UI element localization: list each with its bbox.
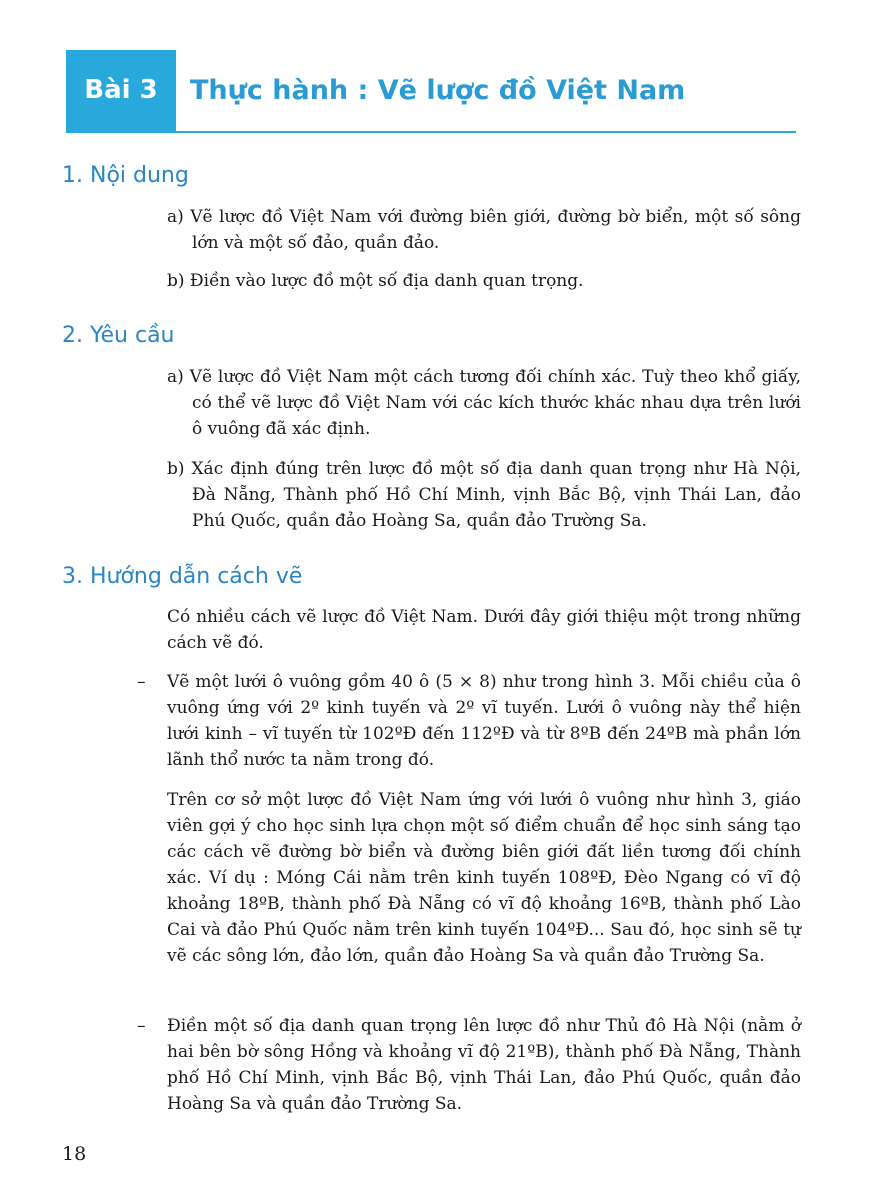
instructions-intro: Có nhiều cách vẽ lược đồ Việt Nam. Dưới đây giới thiệu một trong những cách vẽ đó. — [167, 607, 801, 653]
content-item-b: b) Điền vào lược đồ một số địa danh quan trọng. — [167, 271, 584, 291]
instruction-bullet-grid: Vẽ một lưới ô vuông gồm 40 ô (5 × 8) như trong hình 3. Mỗi chiều của ô vuông ứng với 2º kinh tuyến và 2º vĩ tuyến. Lưới ô vuông này thể hiện lưới kinh – vĩ tuyến từ 102ºĐ đến 112ºĐ và từ 8ºB đến 24ºB mà phần lớn lãnh thổ nước ta nằm trong đó. — [167, 672, 801, 770]
section-heading-instructions: 3. Hướng dẫn cách vẽ — [62, 564, 303, 589]
instruction-bullet-place-names: Điền một số địa danh quan trọng lên lược đồ như Thủ đô Hà Nội (nằm ở hai bên bờ sông Hồng và khoảng vĩ độ 21ºB), thành phố Đà Nẵng, Thành phố Hồ Chí Minh, vịnh Bắc Bộ, vịnh Thái Lan, đảo Phú Quốc, quần đảo Hoàng Sa và quần đảo Trường Sa. — [167, 1016, 801, 1114]
lesson-header — [66, 50, 796, 133]
content-item-a: a) Vẽ lược đồ Việt Nam với đường biên giới, đường bờ biển, một số sông lớn và một số đảo, quần đảo. — [167, 207, 801, 253]
bullet-marker: – — [137, 1016, 146, 1036]
section-heading-content: 1. Nội dung — [62, 163, 189, 188]
lesson-badge: Bài 3 — [66, 50, 176, 131]
bullet-marker: – — [137, 672, 146, 692]
page-number: 18 — [62, 1143, 87, 1165]
requirement-item-b: b) Xác định đúng trên lược đồ một số địa danh quan trọng như Hà Nội, Đà Nẵng, Thành phố Hồ Chí Minh, vịnh Bắc Bộ, vịnh Thái Lan, đảo Phú Quốc, quần đảo Hoàng Sa, quần đảo Trường Sa. — [167, 459, 801, 531]
requirement-item-a: a) Vẽ lược đồ Việt Nam một cách tương đối chính xác. Tuỳ theo khổ giấy, có thể vẽ lược đồ Việt Nam với các kích thước khác nhau dựa trên lưới ô vuông đã xác định. — [167, 367, 801, 439]
lesson-title: Thực hành : Vẽ lược đồ Việt Nam — [190, 75, 686, 106]
section-heading-requirements: 2. Yêu cầu — [62, 323, 175, 348]
instruction-continuation: Trên cơ sở một lược đồ Việt Nam ứng với lưới ô vuông như hình 3, giáo viên gợi ý cho học sinh lựa chọn một số điểm chuẩn để học sinh sáng tạo các cách vẽ đường bờ biển và đường biên giới đất liền tương đối chính xác. Ví dụ : Móng Cái nằm trên kinh tuyến 108ºĐ, Đèo Ngang có vĩ độ khoảng 18ºB, thành phố Đà Nẵng có vĩ độ khoảng 16ºB, thành phố Lào Cai và đảo Phú Quốc nằm trên kinh tuyến 104ºĐ... Sau đó, học sinh sẽ tự vẽ các sông lớn, đảo lớn, quần đảo Hoàng Sa và quần đảo Trường Sa. — [167, 790, 801, 966]
